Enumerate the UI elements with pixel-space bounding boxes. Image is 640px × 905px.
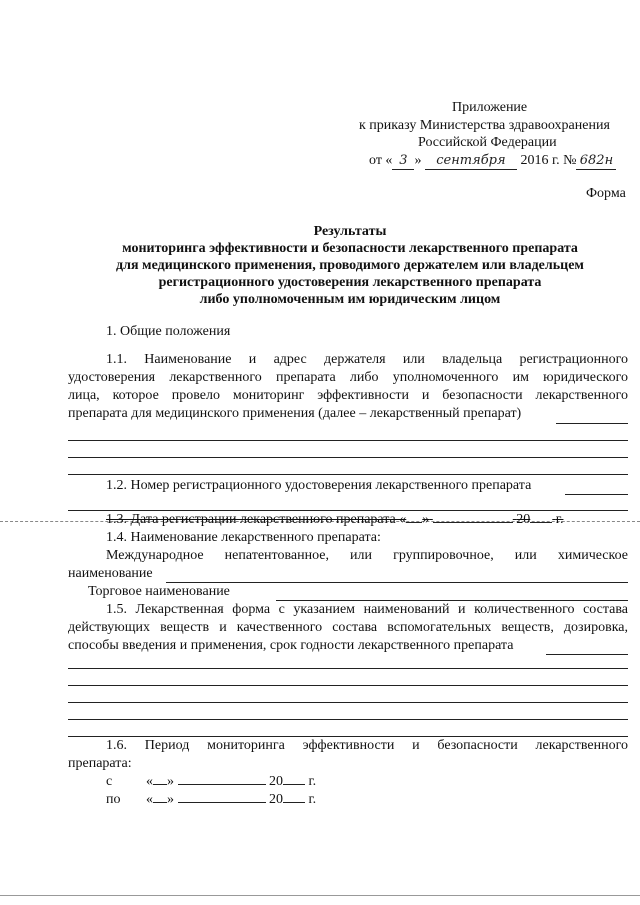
p16-line-1: 1.6. Период мониторинга эффективности и безопасности лекарственного bbox=[106, 738, 628, 753]
to-year-suffix: г. bbox=[308, 792, 317, 807]
p11-fill-line-3[interactable] bbox=[68, 474, 628, 475]
to-quote-close: » bbox=[167, 792, 174, 807]
to-quote-open: « bbox=[146, 792, 153, 807]
p15-fill-line-3[interactable] bbox=[68, 702, 628, 703]
p11-fill-line-1[interactable] bbox=[68, 440, 628, 441]
p15-fill-line-5[interactable] bbox=[68, 736, 628, 737]
p11-line-3: лица, которое провело мониторинг эффективности и безопасности лекарственного bbox=[68, 388, 628, 403]
title-line-4: регистрационного удостоверения лекарственного препарата bbox=[158, 275, 542, 290]
date-mid: » bbox=[414, 153, 422, 168]
p11-line-2: удостоверения лекарственного препарата либо уполномоченного им юридического bbox=[68, 370, 628, 385]
from-day-blank[interactable] bbox=[153, 784, 167, 785]
from-year-suffix: г. bbox=[308, 774, 317, 789]
p16-line-2: препарата: bbox=[68, 756, 132, 771]
p14-inn-blank[interactable] bbox=[166, 582, 628, 583]
section-heading: 1. Общие положения bbox=[106, 324, 231, 339]
p15-fill-line-2[interactable] bbox=[68, 685, 628, 686]
title-line-1: Результаты bbox=[313, 224, 387, 239]
header-date-line bbox=[369, 153, 616, 170]
date-year: 2016 г. № bbox=[520, 153, 577, 168]
title-line-5: либо уполномоченным им юридическим лицом bbox=[199, 292, 501, 307]
date-month-blank bbox=[425, 153, 517, 170]
date-number: 682н bbox=[579, 153, 614, 168]
p13-year-blank[interactable] bbox=[530, 522, 552, 523]
p14-inn-line-1: Международное непатентованное, или группировочное, или химическое bbox=[106, 548, 628, 563]
title-line-2: мониторинга эффективности и безопасности лекарственного препарата bbox=[122, 241, 578, 256]
p14-label: 1.4. Наименование лекарственного препарата: bbox=[106, 530, 381, 545]
period-from-row bbox=[106, 774, 316, 790]
p15-blank-end[interactable] bbox=[546, 654, 628, 655]
p15-fill-line-1[interactable] bbox=[68, 668, 628, 669]
header-ministry: Российской Федерации bbox=[418, 135, 557, 150]
title-line-3: для медицинского применения, проводимого держателем или владельцем bbox=[116, 258, 584, 273]
p15-fill-line-4[interactable] bbox=[68, 719, 628, 720]
header-appendix: Приложение bbox=[452, 100, 528, 115]
p15-line-1: 1.5. Лекарственная форма с указанием наименований и количественного состава bbox=[106, 602, 628, 617]
date-day: 3 bbox=[399, 153, 408, 168]
p13-line bbox=[106, 512, 563, 528]
p13-suffix: г. bbox=[555, 512, 564, 527]
date-month: сентября bbox=[436, 153, 506, 168]
date-prefix: от « bbox=[369, 153, 393, 168]
p12-fill-line[interactable] bbox=[68, 510, 628, 511]
p14-inn-line-2: наименование bbox=[68, 566, 153, 581]
period-to-row bbox=[106, 792, 316, 808]
from-label: с bbox=[106, 774, 113, 789]
p13-mid: » bbox=[422, 512, 430, 527]
p13-prefix: 1.3. Дата регистрации лекарственного препарата « bbox=[106, 512, 407, 527]
p12-label: 1.2. Номер регистрационного удостоверения лекарственного препарата bbox=[106, 478, 532, 493]
to-label: по bbox=[106, 792, 121, 807]
form-label: Форма bbox=[586, 186, 626, 201]
p13-month-blank[interactable] bbox=[433, 522, 513, 523]
p11-line-1: 1.1. Наименование и адрес держателя или владельца регистрационного bbox=[106, 352, 628, 367]
p13-year: 20 bbox=[516, 512, 531, 527]
p14-trade: Торговое наименование bbox=[88, 584, 230, 599]
from-year-prefix: 20 bbox=[269, 774, 283, 789]
date-day-blank bbox=[392, 153, 414, 170]
p11-line-4: препарата для медицинского применения (далее – лекарственный препарат) bbox=[68, 406, 522, 421]
from-year-blank[interactable] bbox=[283, 784, 305, 785]
from-quote-open: « bbox=[146, 774, 153, 789]
p11-blank-end[interactable] bbox=[556, 423, 628, 424]
p15-line-3: способы введения и применения, срок годности лекарственного препарата bbox=[68, 638, 514, 653]
p13-day-blank[interactable] bbox=[406, 522, 422, 523]
p12-blank[interactable] bbox=[565, 494, 628, 495]
p15-line-2: действующих веществ и качественного состава вспомогательных веществ, дозировка, bbox=[68, 620, 628, 635]
to-year-blank[interactable] bbox=[283, 802, 305, 803]
from-month-blank[interactable] bbox=[178, 784, 266, 785]
to-year-prefix: 20 bbox=[269, 792, 283, 807]
date-number-blank bbox=[576, 153, 616, 170]
to-day-blank[interactable] bbox=[153, 802, 167, 803]
p14-trade-blank[interactable] bbox=[276, 600, 628, 601]
to-month-blank[interactable] bbox=[178, 802, 266, 803]
from-quote-close: » bbox=[167, 774, 174, 789]
p11-fill-line-2[interactable] bbox=[68, 457, 628, 458]
header-order: к приказу Министерства здравоохранения bbox=[359, 118, 610, 133]
page-bottom-edge bbox=[0, 895, 640, 896]
